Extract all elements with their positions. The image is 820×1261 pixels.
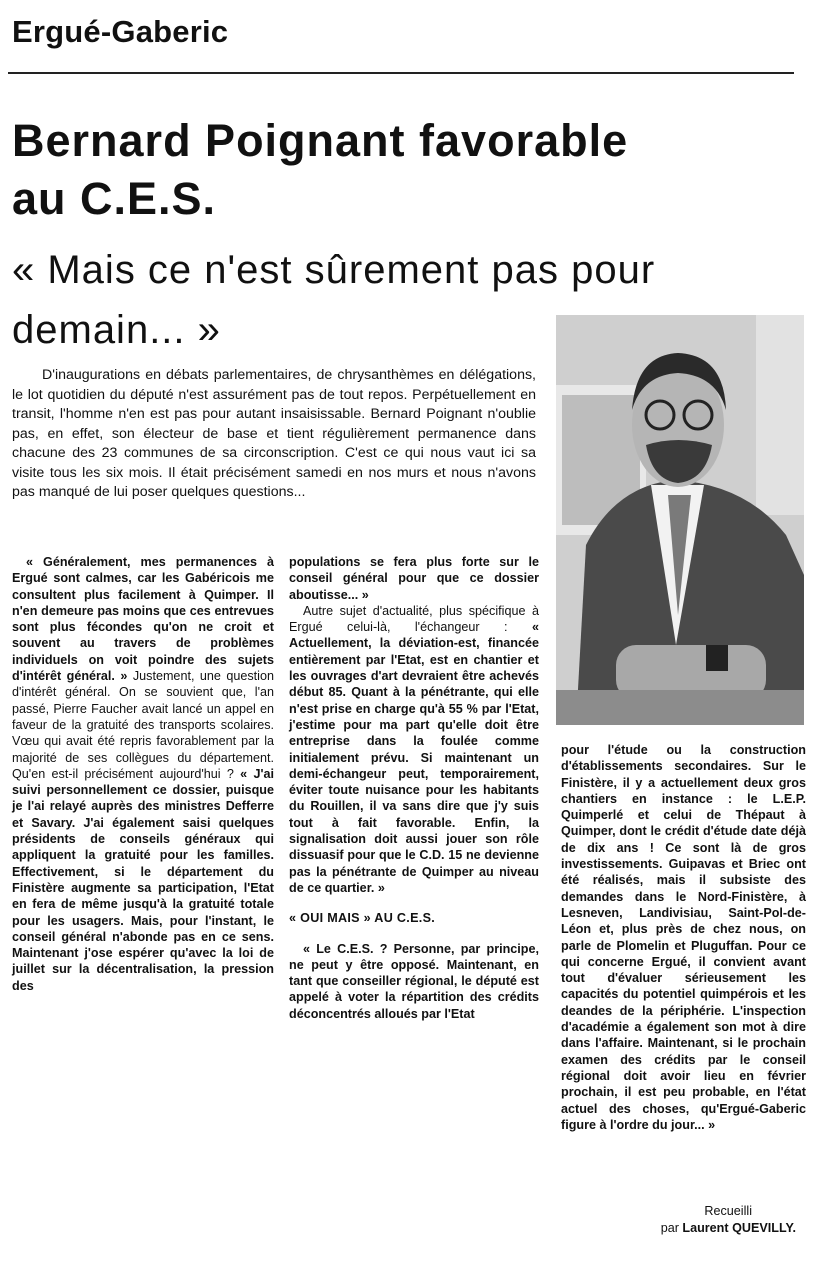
quote-text: populations se fera plus forte sur le conseil général pour que ce dossier aboutisse... » (289, 555, 539, 602)
column-3 (561, 742, 806, 1133)
byline-author: Laurent QUEVILLY. (682, 1221, 796, 1235)
narration-text: Autre sujet d'actualité, plus spécifique à Ergué celui-là, l'échangeur : (289, 603, 539, 635)
column-2-paragraph: « Le C.E.S. ? Personne, par principe, ne peut y être opposé. Maintenant, en tant que conseiller régional, le député est appelé à voter la répartition des crédits déconcentrés alloués par l'Etat (289, 941, 539, 1021)
quote-text: « Généralement, mes permanences à Ergué sont calmes, car les Gabéricois me consultent plus facilement à Quimper. Il n'en demeure pas moins que ces entrevues sont plus fécondes qu'on ne croit et souvent au travers de problèmes individuels on voit poindre des sujets d'intérêt général. » (12, 555, 274, 684)
column-3-paragraph: pour l'étude ou la construction d'établissements secondaires. Sur le Finistère, il y a actuellement deux gros chantiers en instance : le L.E.P. Quimperlé et celui de Thépaut à Quimper, dont le crédit d'étude date déjà de dix ans ! Ce sont là de gros investissements. Guipavas et Briec ont été réalisés, mais il subsiste des demandes dans le Nord-Finistère, à Lesneven, Landivisiau, Saint-Pol-de-Léon et, plus près de chez nous, on parle de Plomelin et Pluguffan. Pour ce qui concerne Ergué, il convient avant tout d'évaluer sérieusement les capacités du potentiel quimpérois et les deandes de la périphérie. L'inspection d'académie a également son mot à dire dans l'affaire. Maintenant, si le prochain examen des crédits par le conseil régional doit avoir lieu en février prochain, il est peu probable, en l'état actuel des choses, qu'Ergué-Gaberic figure à l'ordre du jour... » (561, 743, 806, 1132)
byline-prefix: par (660, 1221, 683, 1235)
portrait-image (556, 315, 804, 725)
narration-text: Justement, une question d'intérêt général. On se souvient que, l'an passé, Pierre Faucher avait lancé un appel en faveur de la gratuité des transports scolaires. Vœu qui avait été repris favorablement par la majorité de ses collègues du département. Qu'en est-il précisément aujourd'hui ? (12, 669, 274, 781)
headline: Bernard Poignant favorable au C.E.S. (12, 115, 629, 224)
column-1 (12, 554, 274, 994)
subheadline: « Mais ce n'est sûrement pas pour demain... » (12, 248, 656, 352)
column-2 (289, 554, 539, 1022)
sub-heading: « OUI MAIS » AU C.E.S. (289, 911, 436, 926)
byline (596, 1203, 796, 1237)
column-1-paragraph (12, 554, 274, 994)
column-2-paragraph (289, 603, 539, 896)
section-rule (8, 72, 794, 74)
quote-text: « J'ai suivi personnellement ce dossier, puisque je l'ai relayé auprès des ministres Defferre et Savary. J'ai également saisi quelques présidents de conseils généraux qui appliquent la gratuité pour les familles. Effectivement, si le département du Finistère augmente sa participation, l'Etat en fera de même jusqu'à la gratuité totale pour les usagers. Mais, pour l'instant, le conseil général n'abonde pas en ce sens. Maintenant j'ose espérer qu'avec la loi de juillet sur la décentralisation, la pression des (12, 766, 274, 993)
byline-line-1: Recueilli (704, 1204, 752, 1218)
portrait-photo (556, 315, 804, 725)
section-label: Ergué-Gaberic (12, 14, 229, 49)
column-2-paragraph (289, 554, 539, 603)
quote-text: « Actuellement, la déviation-est, financée entièrement par l'Etat, est en chantier et les ouvrages d'art devraient être achevés début 85. Quant à la pénétrante, qui elle n'est prise en charge qu'à 55 % par l'Etat, j'estime pour ma part qu'elle doit être entreprise dans la foulée comme initialement prévu. Si maintenant un demi-échangeur peut, temporairement, éviter toute nuisance pour les habitants du Rouillen, il va sans dire que j'y suis tout à fait favorable. Enfin, la signalisation doit aussi jouer son rôle dissuasif pour que le C.D. 15 ne devienne pas la pénétrante de Quimper au niveau de ce quartier. » (289, 620, 539, 895)
intro-paragraph: D'inaugurations en débats parlementaires, de chrysanthèmes en délégations, le lot quotidien du député n'est assurément pas de tout repos. Perpétuellement en transit, l'homme n'en est pas pour autant insaisissable. Bernard Poignant n'oublie pas, en effet, son électeur de base et tient régulièrement permanence dans chacune des 23 communes de sa circonscription. C'est ce qui nous vaut ici sa visite tous les six mois. Il était précisément samedi en nos murs et nous n'avons pas manqué de lui poser quelques questions... (12, 367, 536, 500)
